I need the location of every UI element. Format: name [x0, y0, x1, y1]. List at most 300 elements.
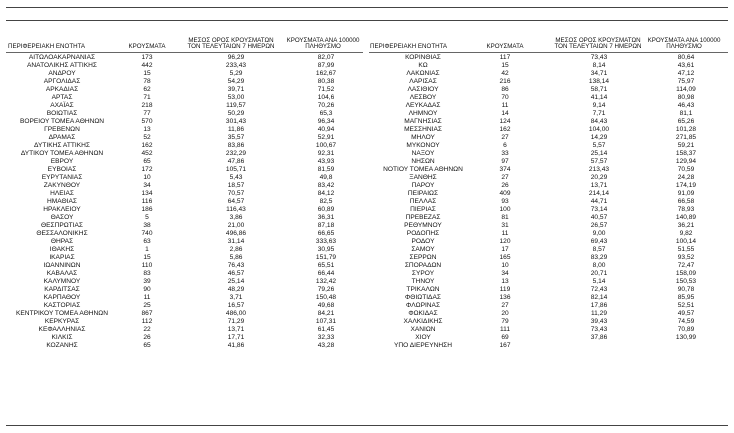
avg-cell: 96,29 [227, 54, 245, 61]
region-cell: ΠΙΕΡΙΑΣ [410, 206, 436, 213]
cases-cell: 172 [141, 166, 153, 173]
table-row [366, 86, 734, 94]
table-row [0, 126, 366, 134]
cases-cell: 5 [145, 214, 149, 221]
region-cell: ΠΑΡΟΥ [411, 182, 435, 189]
table-row [366, 310, 734, 318]
region-cell: ΛΗΜΝΟΥ [408, 110, 438, 117]
cases-cell: 162 [499, 126, 511, 133]
cases-cell: 70 [501, 94, 509, 101]
avg-cell: 13,71 [227, 326, 245, 333]
cases-cell: 409 [499, 190, 511, 197]
table-row [0, 342, 366, 350]
cases-cell: 34 [143, 182, 151, 189]
per100k-cell: 49,8 [319, 174, 333, 181]
region-cell: ΚΑΡΔΙΤΣΑΣ [44, 286, 80, 293]
region-cell: ΤΡΙΚΑΛΩΝ [406, 286, 440, 293]
table-row [0, 86, 366, 94]
per100k-cell: 82,07 [317, 54, 335, 61]
table-row [0, 310, 366, 318]
avg-cell: 20,29 [590, 174, 608, 181]
cases-cell: 77 [143, 110, 151, 117]
cases-cell: 167 [499, 342, 511, 349]
table-row [0, 294, 366, 302]
region-cell: ΥΠΟ ΔΙΕΡΕΥΝΗΣΗ [394, 342, 452, 349]
cases-cell: 136 [499, 294, 511, 301]
cases-cell: 52 [143, 134, 151, 141]
cases-cell: 374 [499, 166, 511, 173]
cases-cell: 15 [143, 70, 151, 77]
cases-cell: 134 [141, 190, 153, 197]
left-header-per100k-line2: ΠΛΗΘΥΣΜΟ [305, 43, 341, 51]
per100k-cell: 271,85 [675, 134, 697, 141]
cases-cell: 79 [501, 318, 509, 325]
table-row [366, 278, 734, 286]
per100k-cell: 70,59 [677, 166, 695, 173]
cases-cell: 119 [499, 286, 511, 293]
table-row [366, 102, 734, 110]
table-row [366, 342, 734, 350]
avg-cell: 31,14 [227, 238, 245, 245]
avg-cell: 72,43 [590, 286, 608, 293]
table-row [0, 254, 366, 262]
region-cell: ΚΩ [418, 62, 428, 69]
avg-cell: 8,14 [592, 62, 606, 69]
table-row [0, 134, 366, 142]
region-cell: ΚΕΡΚΥΡΑΣ [44, 318, 80, 325]
table-row [366, 166, 734, 174]
region-cell: ΕΥΡΥΤΑΝΙΑΣ [41, 174, 83, 181]
right-header-per100k-line2: ΠΛΗΘΥΣΜΟ [666, 43, 702, 51]
right-header-avg [552, 38, 644, 51]
avg-cell: 41,14 [590, 94, 608, 101]
region-cell: ΘΑΣΟΥ [50, 214, 74, 221]
right-header-per100k [640, 38, 728, 51]
region-cell: ΚΙΛΚΙΣ [51, 334, 73, 341]
avg-cell: 104,00 [588, 126, 610, 133]
cases-cell: 15 [143, 254, 151, 261]
region-cell: ΑΝΔΡΟΥ [48, 70, 76, 77]
table-row [366, 174, 734, 182]
table-row [0, 270, 366, 278]
cases-cell: 216 [499, 78, 511, 85]
table-row [366, 214, 734, 222]
per100k-cell: 174,19 [675, 182, 697, 189]
left-header-rule [6, 52, 363, 53]
region-cell: ΠΕΙΡΑΙΩΣ [407, 190, 439, 197]
cases-cell: 11 [501, 230, 509, 237]
table-row [366, 70, 734, 78]
per100k-cell: 36,31 [317, 214, 335, 221]
table-row [0, 230, 366, 238]
per100k-cell: 65,3 [319, 110, 333, 117]
cases-cell: 65 [143, 342, 151, 349]
table-row [0, 190, 366, 198]
left-header-cases: ΚΡΟΥΣΜΑΤΑ [128, 43, 166, 50]
avg-cell: 233,43 [225, 62, 247, 69]
per100k-cell: 51,55 [677, 246, 695, 253]
region-cell: ΑΝΑΤΟΛΙΚΗΣ ΑΤΤΙΚΗΣ [27, 62, 97, 69]
cases-cell: 71 [143, 94, 151, 101]
table-row [366, 182, 734, 190]
region-cell: ΔΥΤΙΚΟΥ ΤΟΜΕΑ ΑΘΗΝΩΝ [20, 150, 104, 157]
cases-cell: 97 [501, 158, 509, 165]
region-cell: ΖΑΚΥΝΘΟΥ [43, 182, 81, 189]
avg-cell: 9,14 [592, 102, 606, 109]
table-row [0, 94, 366, 102]
cases-cell: 14 [501, 110, 509, 117]
avg-cell: 214,14 [588, 190, 610, 197]
per100k-cell: 74,59 [677, 318, 695, 325]
avg-cell: 17,71 [227, 334, 245, 341]
table-row [0, 302, 366, 310]
per100k-cell: 30,95 [317, 246, 335, 253]
bottom-rule [6, 425, 728, 426]
per100k-cell: 107,31 [315, 318, 337, 325]
table-row [0, 262, 366, 270]
per100k-cell: 101,28 [675, 126, 697, 133]
region-cell: ΒΟΡΕΙΟΥ ΤΟΜΕΑ ΑΘΗΝΩΝ [19, 118, 105, 125]
avg-cell: 39,71 [227, 86, 245, 93]
region-cell: ΣΑΜΟΥ [411, 246, 435, 253]
avg-cell: 73,43 [590, 326, 608, 333]
cases-cell: 42 [501, 70, 509, 77]
region-cell: ΗΡΑΚΛΕΙΟΥ [43, 206, 81, 213]
avg-cell: 5,86 [229, 254, 243, 261]
per100k-cell: 333,63 [315, 238, 337, 245]
per100k-cell: 65,51 [317, 262, 335, 269]
avg-cell: 73,14 [590, 206, 608, 213]
region-cell: ΣΥΡΟΥ [411, 270, 435, 277]
table-row [366, 334, 734, 342]
avg-cell: 82,14 [590, 294, 608, 301]
per100k-cell: 80,64 [677, 54, 695, 61]
cases-cell: 83 [143, 270, 151, 277]
per100k-cell: 52,51 [677, 302, 695, 309]
cases-cell: 81 [501, 214, 509, 221]
region-cell: ΠΕΛΛΑΣ [409, 198, 437, 205]
region-cell: ΛΑΣΙΘΙΟΥ [407, 86, 439, 93]
per100k-cell: 43,93 [317, 158, 335, 165]
avg-cell: 21,00 [227, 222, 245, 229]
per100k-cell: 91,09 [677, 190, 695, 197]
region-cell: ΡΕΘΥΜΝΟΥ [404, 222, 442, 229]
per100k-cell: 87,18 [317, 222, 335, 229]
per100k-cell: 114,09 [676, 86, 696, 93]
table-row [366, 94, 734, 102]
table-row [0, 222, 366, 230]
avg-cell: 50,29 [227, 110, 245, 117]
per100k-cell: 80,38 [317, 78, 335, 85]
region-cell: ΓΡΕΒΕΝΩΝ [44, 126, 80, 133]
avg-cell: 213,43 [588, 166, 610, 173]
region-cell: ΜΗΛΟΥ [411, 134, 435, 141]
avg-cell: 16,57 [227, 302, 245, 309]
per100k-cell: 150,53 [675, 278, 697, 285]
per100k-cell: 43,61 [677, 62, 695, 69]
avg-cell: 5,43 [229, 174, 243, 181]
cases-cell: 120 [499, 238, 511, 245]
cases-cell: 62 [143, 86, 151, 93]
per100k-cell: 40,94 [317, 126, 335, 133]
region-cell: ΛΑΡΙΣΑΣ [409, 78, 437, 85]
region-cell: ΙΚΑΡΙΑΣ [49, 254, 75, 261]
avg-cell: 26,57 [590, 222, 608, 229]
region-cell: ΡΟΔΟΥ [411, 238, 435, 245]
cases-cell: 11 [501, 102, 509, 109]
table-row [366, 54, 734, 62]
cases-cell: 25 [143, 302, 151, 309]
region-cell: ΒΟΙΩΤΙΑΣ [46, 110, 78, 117]
region-cell: ΣΠΟΡΑΔΩΝ [404, 262, 442, 269]
per100k-cell: 43,28 [317, 342, 335, 349]
per100k-cell: 49,68 [317, 302, 335, 309]
per100k-cell: 129,94 [675, 158, 697, 165]
table-row [366, 126, 734, 134]
avg-cell: 11,86 [227, 126, 244, 133]
region-cell: ΑΡΚΑΔΙΑΣ [45, 86, 79, 93]
region-cell: ΚΑΛΥΜΝΟΥ [43, 278, 81, 285]
table-row [0, 118, 366, 126]
per100k-cell: 140,89 [675, 214, 697, 221]
per100k-cell: 96,34 [317, 118, 335, 125]
cases-cell: 27 [501, 134, 509, 141]
avg-cell: 17,86 [590, 302, 608, 309]
cases-cell: 570 [141, 118, 153, 125]
avg-cell: 47,86 [227, 158, 245, 165]
avg-cell: 48,29 [227, 286, 245, 293]
table-row [0, 182, 366, 190]
per100k-cell: 81,1 [679, 110, 693, 117]
avg-cell: 40,57 [590, 214, 608, 221]
cases-cell: 173 [141, 54, 153, 61]
per100k-cell: 100,67 [315, 142, 337, 149]
right-header-rule [369, 52, 728, 53]
table-row [0, 166, 366, 174]
region-cell: ΛΕΣΒΟΥ [409, 94, 437, 101]
per100k-cell: 92,31 [317, 150, 335, 157]
avg-cell: 58,71 [590, 86, 608, 93]
avg-cell: 53,00 [227, 94, 245, 101]
per100k-cell: 24,28 [677, 174, 695, 181]
cases-cell: 6 [503, 142, 507, 149]
avg-cell: 9,00 [592, 230, 606, 237]
cases-cell: 112 [141, 318, 153, 325]
per100k-cell: 52,91 [317, 134, 335, 141]
region-cell: ΚΑΡΠΑΘΟΥ [43, 294, 81, 301]
left-header-region: ΠΕΡΙΦΕΡΕΙΑΚΗ ΕΝΟΤΗΤΑ [8, 43, 86, 50]
table-row [0, 174, 366, 182]
region-cell: ΤΗΝΟΥ [411, 278, 435, 285]
cases-cell: 63 [143, 238, 151, 245]
region-cell: ΔΡΑΜΑΣ [48, 134, 76, 141]
region-cell: ΠΡΕΒΕΖΑΣ [405, 214, 441, 221]
per100k-cell: 87,99 [317, 62, 335, 69]
avg-cell: 35,57 [227, 134, 245, 141]
cases-cell: 124 [499, 118, 511, 125]
avg-cell: 41,86 [227, 342, 245, 349]
cases-cell: 13 [143, 126, 151, 133]
left-header-per100k [283, 38, 363, 51]
left-header-avg-line2: ΤΟΝ ΤΕΛΕΥΤΑΙΩΝ 7 ΗΜΕΡΩΝ [187, 43, 275, 51]
region-cell: ΡΟΔΟΠΗΣ [406, 230, 440, 237]
per100k-cell: 70,89 [677, 326, 695, 333]
per100k-cell: 150,48 [315, 294, 337, 301]
per100k-cell: 93,52 [677, 254, 695, 261]
cases-cell: 1 [145, 246, 149, 253]
left-table-body [0, 54, 366, 350]
per100k-cell: 151,79 [315, 254, 337, 261]
per100k-cell: 90,78 [677, 286, 695, 293]
avg-cell: 39,43 [590, 318, 608, 325]
table-row [366, 326, 734, 334]
table-row [366, 286, 734, 294]
region-cell: ΚΕΝΤΡΙΚΟΥ ΤΟΜΕΑ ΑΘΗΝΩΝ [16, 310, 108, 317]
avg-cell: 301,43 [225, 118, 247, 125]
table-row [0, 206, 366, 214]
cases-cell: 31 [501, 222, 509, 229]
table-row [0, 158, 366, 166]
cases-cell: 100 [499, 206, 511, 213]
avg-cell: 18,57 [227, 182, 245, 189]
table-row [366, 118, 734, 126]
avg-cell: 25,14 [227, 278, 245, 285]
avg-cell: 496,86 [225, 230, 247, 237]
avg-cell: 25,14 [590, 150, 608, 157]
avg-cell: 8,00 [592, 262, 606, 269]
avg-cell: 3,71 [229, 294, 243, 301]
table-row [366, 190, 734, 198]
table-row [366, 134, 734, 142]
avg-cell: 7,71 [592, 110, 606, 117]
table-row [0, 334, 366, 342]
avg-cell: 84,43 [590, 118, 608, 125]
cases-cell: 65 [143, 158, 151, 165]
left-header-per100k-line1: ΚΡΟΥΣΜΑΤΑ ΑΝΑ 100000 [286, 37, 360, 44]
cases-cell: 15 [501, 62, 509, 69]
table-row [0, 78, 366, 86]
table-row [366, 206, 734, 214]
per100k-cell: 47,12 [677, 70, 695, 77]
per100k-cell: 84,12 [317, 190, 335, 197]
region-cell: ΚΟΡΙΝΘΙΑΣ [405, 54, 441, 61]
per100k-cell: 60,89 [317, 206, 335, 213]
cases-cell: 69 [501, 334, 509, 341]
table-row [0, 318, 366, 326]
region-cell: ΜΕΣΣΗΝΙΑΣ [404, 126, 442, 133]
per100k-cell: 70,26 [317, 102, 335, 109]
region-cell: ΝΗΣΩΝ [411, 158, 435, 165]
cases-cell: 10 [501, 262, 509, 269]
cases-cell: 111 [499, 326, 511, 333]
table-row [366, 238, 734, 246]
table-row [366, 254, 734, 262]
per100k-cell: 83,42 [317, 182, 335, 189]
avg-cell: 5,57 [592, 142, 606, 149]
table-row [0, 198, 366, 206]
table-row [0, 286, 366, 294]
region-cell: ΧΙΟΥ [415, 334, 431, 341]
cases-cell: 867 [141, 310, 153, 317]
table-row [366, 246, 734, 254]
right-header-per100k-line1: ΚΡΟΥΣΜΑΤΑ ΑΝΑ 100000 [647, 37, 721, 44]
per100k-cell: 80,98 [677, 94, 695, 101]
avg-cell: 105,71 [225, 166, 247, 173]
avg-cell: 116,43 [226, 206, 246, 213]
cases-cell: 78 [143, 78, 151, 85]
table-row [0, 110, 366, 118]
avg-cell: 44,71 [590, 198, 608, 205]
table-row [0, 150, 366, 158]
per100k-cell: 32,33 [317, 334, 335, 341]
avg-cell: 37,86 [590, 334, 608, 341]
region-cell: ΘΕΣΣΑΛΟΝΙΚΗΣ [36, 230, 88, 237]
region-cell: ΑΡΤΑΣ [51, 94, 73, 101]
table-row [366, 198, 734, 206]
table-row [0, 326, 366, 334]
cases-cell: 162 [141, 142, 153, 149]
region-cell: ΛΑΚΩΝΙΑΣ [406, 70, 440, 77]
per100k-cell: 72,47 [677, 262, 695, 269]
table-row [0, 54, 366, 62]
region-cell: ΧΑΛΚΙΔΙΚΗΣ [403, 318, 443, 325]
avg-cell: 20,71 [590, 270, 608, 277]
left-header-avg [186, 38, 276, 51]
per100k-cell: 65,26 [677, 118, 695, 125]
cases-cell: 26 [501, 182, 509, 189]
cases-cell: 20 [501, 310, 509, 317]
per100k-cell: 79,26 [317, 286, 335, 293]
per100k-cell: 59,21 [677, 142, 695, 149]
per100k-cell: 9,82 [679, 230, 693, 237]
table-row [366, 294, 734, 302]
per100k-cell: 104,6 [317, 94, 335, 101]
region-cell: ΝΟΤΙΟΥ ΤΟΜΕΑ ΑΘΗΝΩΝ [383, 166, 463, 173]
table-row [0, 70, 366, 78]
region-cell: ΜΑΓΝΗΣΙΑΣ [404, 118, 442, 125]
table-row [366, 142, 734, 150]
cases-cell: 27 [501, 302, 509, 309]
region-cell: ΦΘΙΩΤΙΔΑΣ [405, 294, 441, 301]
table-row [0, 238, 366, 246]
table-row [366, 110, 734, 118]
avg-cell: 8,57 [592, 246, 606, 253]
table-row [0, 62, 366, 70]
table-row [0, 246, 366, 254]
per100k-cell: 66,65 [317, 230, 335, 237]
region-cell: ΘΗΡΑΣ [50, 238, 74, 245]
avg-cell: 71,29 [227, 318, 245, 325]
table-row [366, 230, 734, 238]
avg-cell: 3,86 [229, 214, 243, 221]
avg-cell: 54,29 [227, 78, 245, 85]
table-row [366, 150, 734, 158]
table-row [366, 270, 734, 278]
table-row [0, 102, 366, 110]
region-cell: ΜΥΚΟΝΟΥ [406, 142, 440, 149]
cases-cell: 110 [141, 262, 153, 269]
cases-cell: 11 [143, 294, 151, 301]
region-cell: ΙΩΑΝΝΙΝΩΝ [43, 262, 81, 269]
cases-cell: 165 [499, 254, 511, 261]
region-cell: ΔΥΤΙΚΗΣ ΑΤΤΙΚΗΣ [34, 142, 90, 149]
region-cell: ΧΑΝΙΩΝ [410, 326, 436, 333]
region-cell: ΙΘΑΚΗΣ [49, 246, 75, 253]
right-header-cases: ΚΡΟΥΣΜΑΤΑ [486, 43, 524, 50]
per100k-cell: 66,44 [317, 270, 335, 277]
cases-cell: 218 [141, 102, 153, 109]
table-row [366, 62, 734, 70]
